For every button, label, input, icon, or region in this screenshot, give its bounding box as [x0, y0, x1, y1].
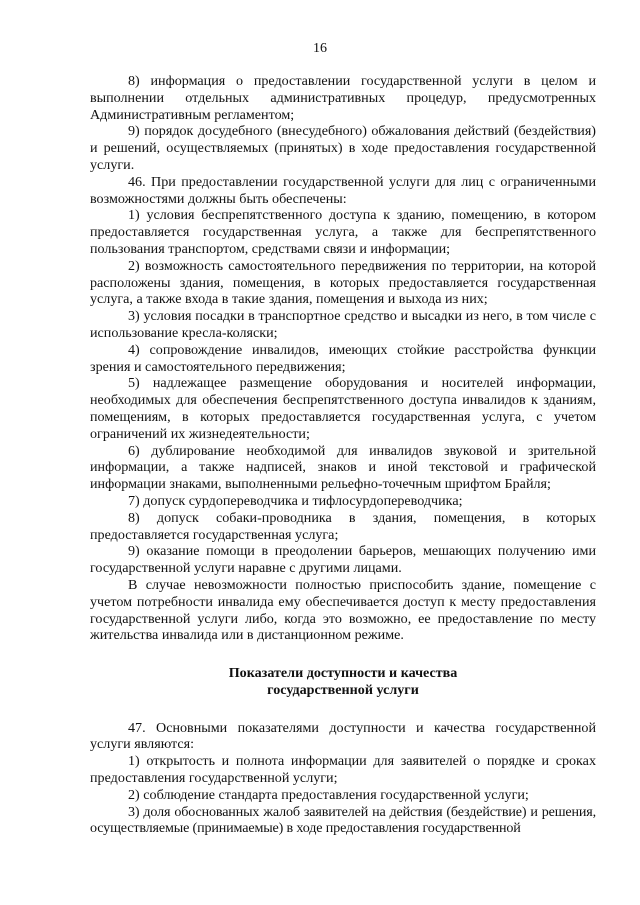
paragraph-equipment-placement: 5) надлежащее размещение оборудования и носителей информации, необходимых для обеспечения беспрепятственного доступа инвалидов к зданиям, помещениям, в которых предоставляется государственная услуга, с учетом ограничений их жизнедеятельности;	[90, 375, 596, 442]
paragraph-access-conditions: 1) условия беспрепятственного доступа к зданию, помещению, в котором предоставляется государственная услуга, а также для беспрепятственного пользования транспортом, средствами связи и информации;	[90, 207, 596, 257]
page-number: 16	[313, 41, 327, 56]
paragraph-remote-service: В случае невозможности полностью приспособить здание, помещение с учетом потребности инвалида ему обеспечивается доступ к месту предоставления государственной услуги либо, когда это возможно, ее предоставление по месту жительства инвалида или в дистанционном режиме.	[90, 576, 596, 644]
section-heading	[90, 665, 596, 699]
paragraph-standard-compliance: 2) соблюдение стандарта предоставления государственной услуги;	[128, 786, 529, 803]
paragraph-46-intro: 46. При предоставлении государственной услуги для лиц с ограниченными возможностями должны быть обеспечены:	[90, 173, 596, 207]
document-body	[90, 73, 596, 837]
paragraph-braille-duplication: 6) дублирование необходимой для инвалидов звуковой и зрительной информации, а также надписей, знаков и иной текстовой и графической информации знаками, выполненными рельефно-точечным шрифтом Брайля;	[90, 442, 596, 493]
paragraph-complaints-share: 3) доля обоснованных жалоб заявителей на действия (бездействие) и решения, осуществляемые (принимаемые) в ходе предоставления государственной	[90, 803, 596, 837]
paragraph-item-8-info: 8) информация о предоставлении государственной услуги в целом и выполнении отдельных административных процедур, предусмотренных Административным регламентом;	[90, 73, 596, 123]
paragraph-sign-interpreter: 7) допуск сурдопереводчика и тифлосурдопереводчика;	[128, 492, 463, 509]
paragraph-guide-dog: 8) допуск собаки-проводника в здания, помещения, в которых предоставляется государственная услуга;	[90, 509, 596, 543]
section-heading-line-1: Показатели доступности и качества	[228, 665, 458, 682]
section-heading-line-2: государственной услуги	[267, 681, 419, 698]
paragraph-item-9-appeal: 9) порядок досудебного (внесудебного) обжалования действий (бездействия) и решений, осуществляемых (принятых) в ходе предоставления государственной услуги.	[90, 123, 596, 173]
paragraph-transport-boarding: 3) условия посадки в транспортное средство и высадки из него, в том числе с использование кресла-коляски;	[90, 308, 596, 341]
paragraph-openness: 1) открытость и полнота информации для заявителей о порядке и сроках предоставления государственной услуги;	[90, 753, 596, 787]
paragraph-47-intro: 47. Основными показателями доступности и качества государственной услуги являются:	[90, 719, 596, 753]
paragraph-escort: 4) сопровождение инвалидов, имеющих стойкие расстройства функции зрения и самостоятельного передвижения;	[90, 341, 596, 375]
paragraph-barrier-assistance: 9) оказание помощи в преодолении барьеров, мешающих получению ими государственной услуги наравне с другими лицами.	[90, 543, 596, 577]
paragraph-independent-movement: 2) возможность самостоятельного передвижения по территории, на которой расположены здания, помещения, в которых предоставляется государственная услуга, а также входа в такие здания, помещения и выхода из них;	[90, 257, 596, 308]
